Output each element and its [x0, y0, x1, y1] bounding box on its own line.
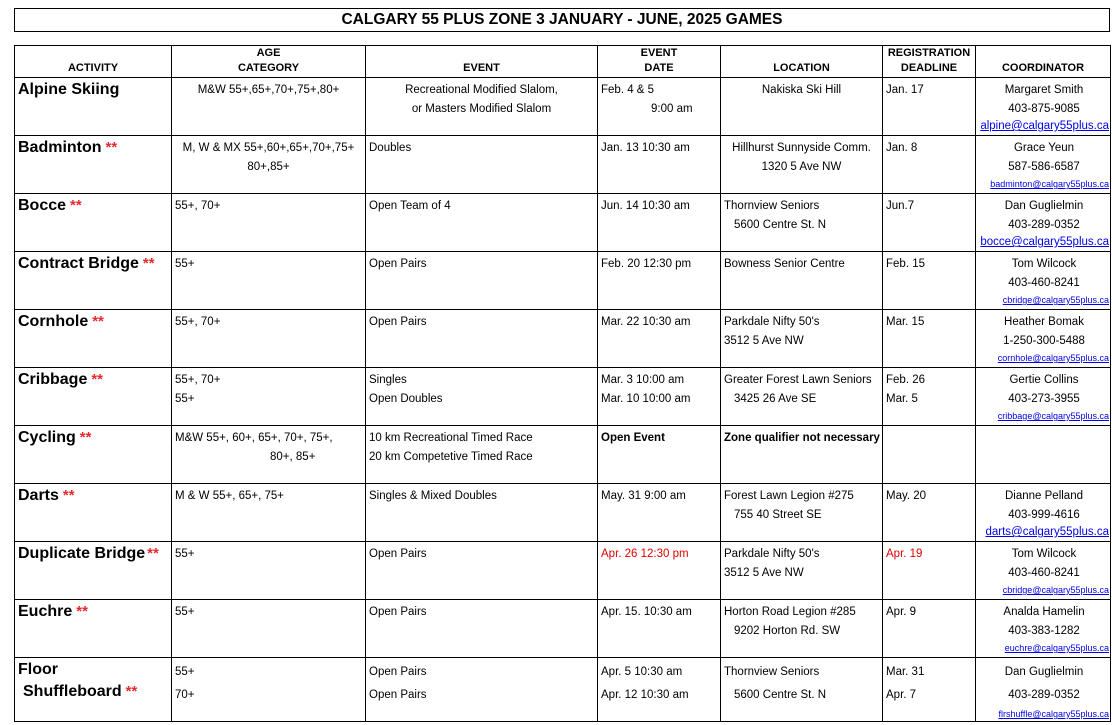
activity-cell: Alpine Skiing: [15, 78, 172, 136]
email-link[interactable]: flrshuffle@calgary55plus.ca: [998, 709, 1109, 719]
location-cell: Horton Road Legion #285 9202 Horton Rd. SW: [721, 600, 883, 658]
deadline-cell: Jan. 17: [883, 78, 976, 136]
date-cell: Apr. 5 10:30 am Apr. 12 10:30 am: [598, 658, 721, 722]
event-cell: Recreational Modified Slalom, or Masters Modified Slalom: [366, 78, 598, 136]
coordinator-cell: Tom Wilcock 403-460-8241 cbridge@calgary55plus.ca: [976, 252, 1111, 310]
activity-cell: Contract Bridge **: [15, 252, 172, 310]
required-marker: **: [70, 197, 82, 214]
table-row: [15, 658, 1111, 722]
header-age-category: AGE CATEGORY: [172, 46, 366, 78]
coordinator-cell: Margaret Smith 403-875-9085 alpine@calgary55plus.ca: [976, 78, 1111, 136]
date-cell: Feb. 4 & 5 9:00 am: [598, 78, 721, 136]
table-row: [15, 600, 1111, 658]
deadline-cell: Feb. 15: [883, 252, 976, 310]
required-marker: **: [105, 139, 118, 156]
games-schedule-table: [14, 45, 1111, 722]
age-cell: 55+, 70+: [172, 310, 366, 368]
header-event-date: EVENT DATE: [598, 46, 721, 78]
age-cell: 55+, 70+ 55+: [172, 368, 366, 426]
age-cell: 55+: [172, 542, 366, 600]
page-title: CALGARY 55 PLUS ZONE 3 JANUARY - JUNE, 2025 GAMES: [14, 8, 1110, 32]
activity-cell: Cornhole **: [15, 310, 172, 368]
deadline-cell: Mar. 31 Apr. 7: [883, 658, 976, 722]
header-row: [15, 46, 1111, 78]
age-cell: 55+: [172, 600, 366, 658]
table-row: [15, 368, 1111, 426]
age-cell: 55+, 70+: [172, 194, 366, 252]
header-coordinator: COORDINATOR: [976, 46, 1111, 78]
email-link[interactable]: badminton@calgary55plus.ca: [990, 179, 1109, 189]
location-cell: Parkdale Nifty 50's 3512 5 Ave NW: [721, 542, 883, 600]
activity-cell: Badminton **: [15, 136, 172, 194]
email-link[interactable]: cribbage@calgary55plus.ca: [997, 411, 1109, 421]
location-cell: Nakiska Ski Hill: [721, 78, 883, 136]
event-cell: Open Pairs: [366, 252, 598, 310]
event-cell: Open Pairs Open Pairs: [366, 658, 598, 722]
table-row: [15, 194, 1111, 252]
deadline-cell: Jun.7: [883, 194, 976, 252]
date-cell: Mar. 3 10:00 am Mar. 10 10:00 am: [598, 368, 721, 426]
age-cell: M, W & MX 55+,60+,65+,70+,75+ 80+,85+: [172, 136, 366, 194]
coordinator-cell: Dan Guglielmin 403-289-0352 flrshuffle@calgary55plus.ca: [976, 658, 1111, 722]
date-cell: Mar. 22 10:30 am: [598, 310, 721, 368]
header-event: EVENT: [366, 46, 598, 78]
email-link[interactable]: cbridge@calgary55plus.ca: [1002, 585, 1109, 595]
location-cell: Forest Lawn Legion #275 755 40 Street SE: [721, 484, 883, 542]
activity-cell: Duplicate Bridge **: [15, 542, 172, 600]
deadline-cell: Mar. 15: [883, 310, 976, 368]
required-marker: **: [76, 603, 88, 620]
event-cell: Doubles: [366, 136, 598, 194]
table-row: [15, 426, 1111, 484]
required-marker: **: [147, 545, 159, 562]
location-cell: Zone qualifier not necessary: [721, 426, 883, 484]
event-cell: Open Pairs: [366, 542, 598, 600]
email-link[interactable]: alpine@calgary55plus.ca: [980, 120, 1109, 132]
email-link[interactable]: cbridge@calgary55plus.ca: [1002, 295, 1109, 305]
required-marker: **: [142, 255, 155, 272]
location-cell: Hillhurst Sunnyside Comm. 1320 5 Ave NW: [721, 136, 883, 194]
date-cell: Jan. 13 10:30 am: [598, 136, 721, 194]
coordinator-cell: Dan Guglielmin 403-289-0352 bocce@calgary55plus.ca: [976, 194, 1111, 252]
coordinator-cell: Dianne Pelland 403-999-4616 darts@calgary55plus.ca: [976, 484, 1111, 542]
table-row: [15, 310, 1111, 368]
activity-cell: Bocce **: [15, 194, 172, 252]
table-row: [15, 136, 1111, 194]
coordinator-cell: Grace Yeun 587-586-6587 badminton@calgary55plus.ca: [976, 136, 1111, 194]
table-row: [15, 484, 1111, 542]
event-cell: 10 km Recreational Timed Race 20 km Competetive Timed Race: [366, 426, 598, 484]
age-cell: M&W 55+, 60+, 65+, 70+, 75+, 80+, 85+: [172, 426, 366, 484]
deadline-cell: Apr. 9: [883, 600, 976, 658]
header-registration-deadline: REGISTRATION DEADLINE: [883, 46, 976, 78]
email-link[interactable]: euchre@calgary55plus.ca: [1004, 643, 1109, 653]
event-cell: Open Pairs: [366, 600, 598, 658]
required-marker: **: [125, 683, 138, 700]
date-cell: Jun. 14 10:30 am: [598, 194, 721, 252]
activity-cell: Euchre **: [15, 600, 172, 658]
activity-cell: Darts **: [15, 484, 172, 542]
age-cell: M&W 55+,65+,70+,75+,80+: [172, 78, 366, 136]
deadline-cell: Jan. 8: [883, 136, 976, 194]
location-cell: Thornview Seniors 5600 Centre St. N: [721, 658, 883, 722]
required-marker: **: [79, 429, 92, 446]
coordinator-cell: Heather Bomak 1-250-300-5488 cornhole@calgary55plus.ca: [976, 310, 1111, 368]
date-cell: Open Event: [598, 426, 721, 484]
date-cell: Apr. 15. 10:30 am: [598, 600, 721, 658]
age-cell: M & W 55+, 65+, 75+: [172, 484, 366, 542]
age-cell: 55+: [172, 252, 366, 310]
event-cell: Singles Open Doubles: [366, 368, 598, 426]
deadline-cell: Apr. 19: [883, 542, 976, 600]
date-cell: May. 31 9:00 am: [598, 484, 721, 542]
coordinator-cell: Tom Wilcock 403-460-8241 cbridge@calgary55plus.ca: [976, 542, 1111, 600]
required-marker: **: [62, 487, 75, 504]
coordinator-cell: Analda Hamelin 403-383-1282 euchre@calgary55plus.ca: [976, 600, 1111, 658]
deadline-cell: May. 20: [883, 484, 976, 542]
age-cell: 55+ 70+: [172, 658, 366, 722]
table-row: [15, 542, 1111, 600]
coordinator-cell: Gertie Collins 403-273-3955 cribbage@calgary55plus.ca: [976, 368, 1111, 426]
email-link[interactable]: cornhole@calgary55plus.ca: [997, 353, 1109, 363]
required-marker: **: [91, 371, 104, 388]
header-location: LOCATION: [721, 46, 883, 78]
email-link[interactable]: darts@calgary55plus.ca: [985, 526, 1109, 538]
location-cell: Bowness Senior Centre: [721, 252, 883, 310]
event-cell: Open Team of 4: [366, 194, 598, 252]
required-marker: **: [92, 313, 104, 330]
location-cell: Thornview Seniors 5600 Centre St. N: [721, 194, 883, 252]
table-row: [15, 78, 1111, 136]
event-cell: Singles & Mixed Doubles: [366, 484, 598, 542]
location-cell: Parkdale Nifty 50's 3512 5 Ave NW: [721, 310, 883, 368]
deadline-cell: Feb. 26 Mar. 5: [883, 368, 976, 426]
date-cell: Feb. 20 12:30 pm: [598, 252, 721, 310]
header-activity: ACTIVITY: [15, 46, 172, 78]
deadline-cell: [883, 426, 976, 484]
activity-cell: Cycling **: [15, 426, 172, 484]
date-cell: Apr. 26 12:30 pm: [598, 542, 721, 600]
table-row: [15, 252, 1111, 310]
location-cell: Greater Forest Lawn Seniors 3425 26 Ave SE: [721, 368, 883, 426]
activity-cell: Floor Shuffleboard **: [15, 658, 172, 722]
event-cell: Open Pairs: [366, 310, 598, 368]
email-link[interactable]: bocce@calgary55plus.ca: [980, 236, 1109, 248]
coordinator-cell: [976, 426, 1111, 484]
activity-cell: Cribbage **: [15, 368, 172, 426]
